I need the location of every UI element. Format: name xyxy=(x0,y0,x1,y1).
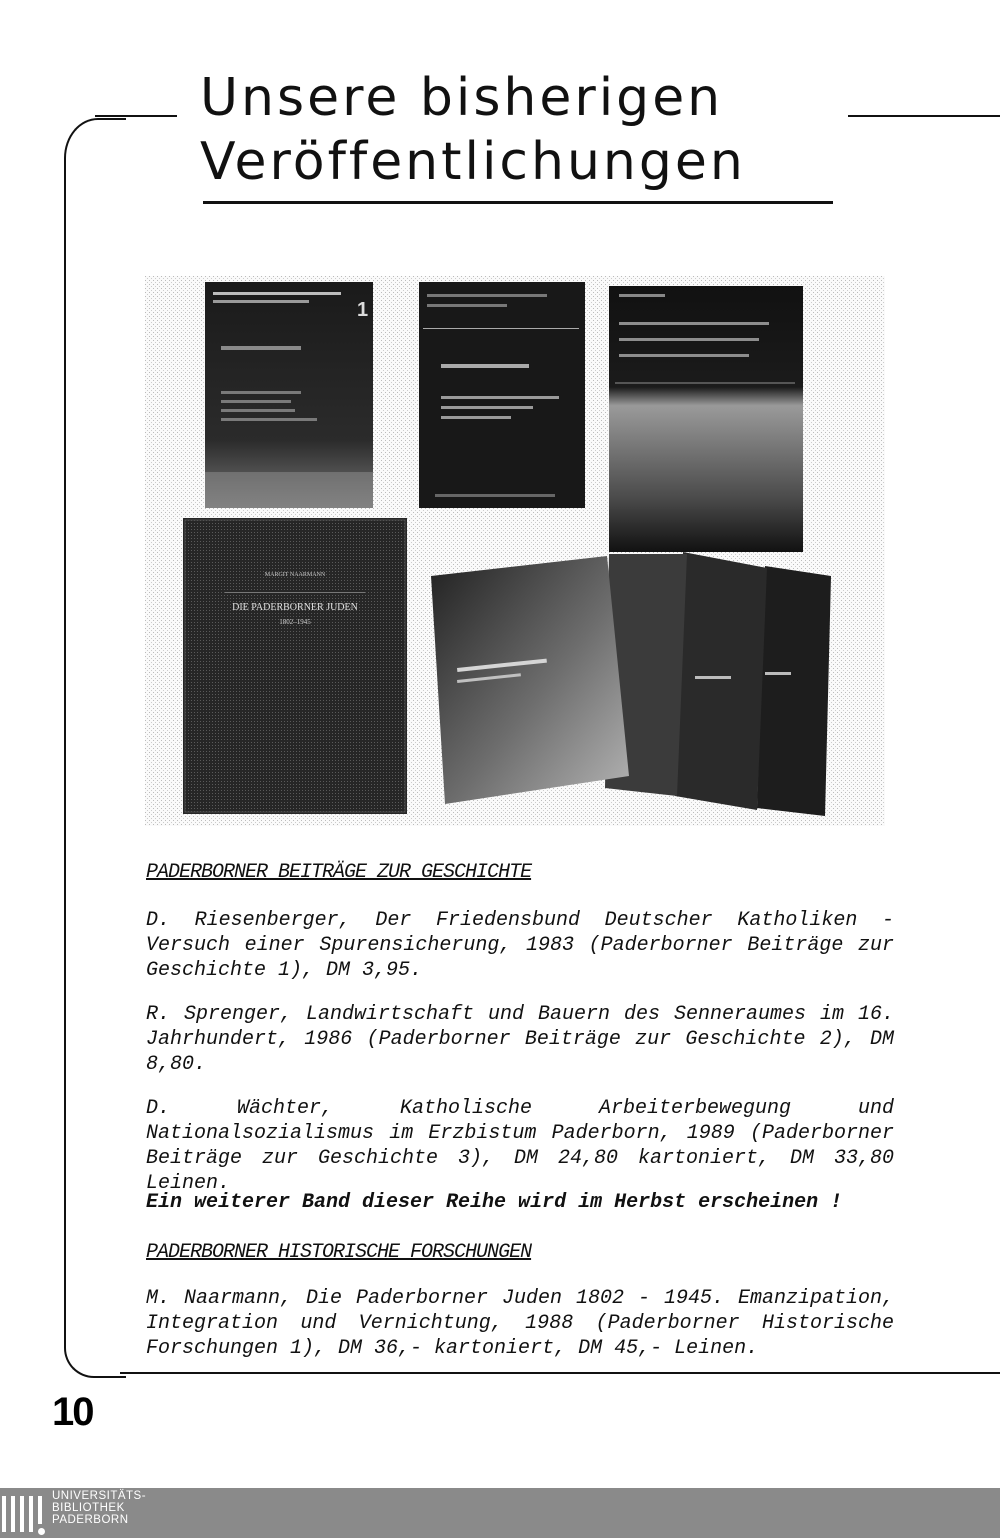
title-underline xyxy=(203,201,833,204)
frame-line-bottom xyxy=(120,1372,1000,1374)
section-heading-beitraege: PADERBORNER BEITRÄGE ZUR GESCHICHTE xyxy=(146,861,532,884)
publication-entry-waechter: D. Wächter, Katholische Arbeiterbewegung und Nationalsozialismus im Erzbistum Paderborn, 1989 (Paderborner Beiträge zur Geschichte 3), DM 24,80 kartoniert, DM 33,80 Leinen. xyxy=(146,1097,894,1195)
publication-entry-riesenberger: D. Riesenberger, Der Friedensbund Deutscher Katholiken - Versuch einer Spurensicherung, 1983 (Paderborner Beiträge zur Geschichte 1), DM 3,95. xyxy=(146,909,894,982)
library-logo-bar xyxy=(11,1496,15,1532)
page-number: 10 xyxy=(52,1390,93,1434)
library-name-line-2: BIBLIOTHEK xyxy=(52,1502,125,1514)
library-footer xyxy=(0,1488,1000,1538)
series-announcement: Ein weiterer Band dieser Reihe wird im Herbst erscheinen ! xyxy=(146,1191,843,1214)
library-logo-dot xyxy=(38,1528,45,1535)
book-volume-number: 1 xyxy=(357,299,369,321)
book-stack-historische-forschungen xyxy=(431,552,831,816)
page-title-line-2: Veröffentlichungen xyxy=(200,132,746,192)
frame-line-top-right xyxy=(848,115,1000,117)
frame-border-left xyxy=(64,118,126,1378)
publication-entry-sprenger: R. Sprenger, Landwirtschaft und Bauern des Senneraumes im 16. Jahrhundert, 1986 (Paderborner Beiträge zur Geschichte 2), DM 8,80. xyxy=(146,1003,894,1076)
book-years-label: 1802–1945 xyxy=(279,618,311,626)
page-title-line-1: Unsere bisherigen xyxy=(200,68,724,128)
section-heading-forschungen: PADERBORNER HISTORISCHE FORSCHUNGEN xyxy=(146,1241,532,1264)
book-cover-sprenger xyxy=(419,282,585,508)
library-logo-bar xyxy=(20,1496,24,1532)
book-author-label: MARGIT NAARMANN xyxy=(264,572,326,578)
frame-line-top-left xyxy=(95,115,177,117)
library-name-line-3: PADERBORN xyxy=(52,1514,129,1526)
book-covers-photo xyxy=(145,276,885,826)
library-logo-bar xyxy=(38,1496,42,1524)
book-cover-naarmann xyxy=(183,518,407,814)
book-cover-waechter xyxy=(609,286,803,552)
publication-entry-naarmann: M. Naarmann, Die Paderborner Juden 1802 - 1945. Emanzipation, Integration und Vernichtung, 1988 (Paderborner Historische Forschungen 1), DM 36,- kartoniert, DM 45,- Leinen. xyxy=(146,1287,894,1360)
library-name-line-1: UNIVERSITÄTS- xyxy=(52,1490,147,1502)
book-title-label: DIE PADERBORNER JUDEN xyxy=(232,602,358,613)
book-cover-riesenberger xyxy=(205,282,373,508)
page-title xyxy=(200,66,746,194)
library-logo-bar xyxy=(29,1496,33,1532)
library-logo-bar xyxy=(2,1496,6,1532)
library-name xyxy=(52,1490,146,1526)
